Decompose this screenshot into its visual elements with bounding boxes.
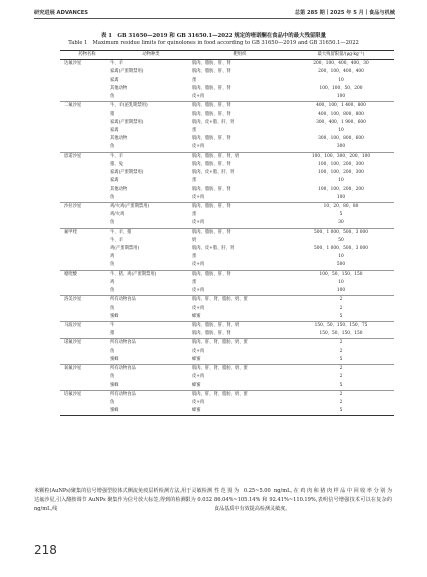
cell-animal: 牛、猪、鸡(产蛋期禁用) [110, 270, 192, 279]
cell-drug: 氧氟沙星 [60, 365, 110, 374]
cell-tissue: 肌肉、脂肪、肝、肾、奶 [192, 152, 288, 161]
cell-drug: 培氟沙星 [60, 390, 110, 399]
table-row [60, 85, 394, 93]
table-row [60, 194, 394, 203]
cell-tissue: 奶 [192, 237, 197, 243]
cell-mrl: 500、1 000、500、3 000 [288, 228, 394, 237]
cell-mrl: 300 [336, 144, 346, 150]
cell-animal: 家禽 [110, 127, 119, 133]
body-paragraph-left: 米颗粒(AuNPs)聚集的信号增强型胶体式侧流免疫层析检测方法,用于灵敏检测达氟沙星,引入酪胺调节 AuNPs 聚集作为信号放大标签,得到的检测限为 0.032 ng/mL,线 [34, 488, 212, 513]
cell-tissue: 蛋 [192, 127, 197, 133]
cell-mrl: 100、100、200、300 [318, 161, 364, 167]
table-row [60, 339, 394, 348]
cell-animal: 鱼 [110, 94, 115, 100]
cell-animal: 鱼 [110, 288, 115, 294]
cell-drug: 氟甲喹 [60, 228, 110, 237]
table-row [60, 261, 394, 270]
cell-tissue: 蛋 [192, 178, 197, 184]
cell-mrl: 500、1 000、500、3 000 [314, 246, 368, 252]
table-row [60, 60, 394, 69]
cell-drug [60, 261, 110, 270]
cell-mrl: 100 [336, 194, 346, 200]
cell-drug [60, 194, 110, 203]
col-header-drug: 药物名称 [78, 52, 96, 57]
cell-animal: 牛 [110, 322, 192, 331]
cell-mrl: 2 [339, 399, 343, 405]
cell-animal: 鸡/火鸡 [110, 212, 125, 218]
table-row [60, 253, 394, 261]
cell-tissue: 皮+肉 [192, 144, 205, 150]
cell-animal: 牛、羊 [110, 61, 123, 67]
cell-drug: 恩诺沙星 [60, 152, 110, 161]
cell-tissue: 肌肉、皮+脂、肝、肾 [192, 246, 235, 252]
cell-drug [60, 111, 110, 119]
cell-drug: 噁喹酸 [60, 270, 110, 279]
cell-mrl: 400、100、800、800 [318, 111, 364, 117]
cell-mrl: 10、20、80、80 [288, 202, 394, 211]
cell-drug [60, 186, 110, 194]
cell-drug: 二氟沙星 [60, 102, 110, 111]
cell-tissue: 肌肉、脂肪、肝、肾 [192, 270, 288, 279]
cell-drug [60, 143, 110, 152]
cell-drug [60, 348, 110, 356]
table-row [60, 111, 394, 119]
cell-mrl: 10 [338, 77, 344, 83]
cell-tissue: 肌肉、肝、肾、脂肪、奶、蛋 [192, 339, 288, 348]
cell-mrl: 100 [336, 288, 346, 294]
cell-drug [60, 77, 110, 85]
cell-tissue: 皮+肉 [192, 374, 205, 380]
cell-animal: 鸡 [110, 279, 115, 285]
table-row [60, 279, 394, 287]
table-row [60, 245, 394, 253]
cell-animal: 鱼 [110, 374, 115, 380]
cell-animal: 所有动物食品 [110, 390, 192, 399]
table-row [60, 93, 394, 102]
cell-animal: 所有动物食品 [110, 365, 192, 374]
cell-animal: 鱼 [110, 194, 115, 200]
cell-drug [60, 127, 110, 135]
cell-tissue: 皮+肉 [192, 262, 205, 268]
table-row [60, 202, 394, 211]
cell-drug [60, 85, 110, 93]
table-row [60, 186, 394, 194]
cell-tissue: 皮+肉 [192, 220, 205, 226]
table-row [60, 313, 394, 322]
cell-drug [60, 169, 110, 177]
cell-drug [60, 68, 110, 76]
cell-tissue: 蛋 [192, 77, 197, 83]
table-row [60, 219, 394, 228]
cell-mrl: 10 [338, 279, 344, 285]
cell-animal: 牛、羊(泌乳期禁用) [110, 102, 192, 111]
table-row [60, 373, 394, 381]
cell-drug [60, 287, 110, 296]
cell-mrl: 400、100、1 400、800 [288, 102, 394, 111]
cell-tissue: 蛋 [192, 212, 197, 218]
cell-mrl: 10 [338, 178, 344, 184]
cell-tissue: 皮+肉 [192, 399, 205, 405]
table-row [60, 356, 394, 365]
cell-mrl: 300、100、800、600 [318, 136, 364, 142]
cell-tissue: 蜂蜜 [192, 356, 201, 362]
cell-tissue: 肌肉、脂肪、肝、肾 [192, 85, 231, 91]
table-row [60, 305, 394, 313]
cell-tissue: 蜂蜜 [192, 408, 201, 414]
cell-tissue: 肌肉、脂肪、肝、肾 [192, 228, 288, 237]
cell-animal: 蜜蜂 [110, 408, 119, 414]
cell-animal: 牛、羊、猪 [110, 228, 192, 237]
table-row [60, 382, 394, 391]
cell-tissue: 肌肉、脂肪、肝、肾 [192, 161, 231, 167]
cell-mrl: 100 [336, 94, 346, 100]
cell-drug [60, 245, 110, 253]
table-row [60, 152, 394, 161]
running-header-left: 研究进展 ADVANCES [34, 10, 88, 16]
cell-animal: 猪 [110, 111, 115, 117]
table-row [60, 102, 394, 111]
cell-mrl: 2 [288, 339, 394, 348]
cell-mrl: 500 [336, 262, 346, 268]
table-row [60, 135, 394, 143]
table-header-row [60, 51, 394, 60]
page-number: 218 [34, 543, 57, 557]
cell-tissue: 肌肉、脂肪、肝、肾 [192, 186, 231, 192]
cell-mrl: 100、100、50、200 [319, 85, 363, 91]
cell-tissue: 肌肉、脂肪、肝、肾 [192, 111, 231, 117]
col-header-mrl: 最大残留限量/(μg·kg⁻¹) [317, 52, 365, 57]
cell-tissue: 肌肉、肝、肾、脂肪、奶、蛋 [192, 296, 288, 305]
table-row [60, 287, 394, 296]
table-caption-cn: 表 1 GB 31650—2019 和 GB 31650.1—2022 规定的喹诺酮在食品中的最大残留限量 [100, 33, 327, 39]
table-row [60, 143, 394, 152]
cell-mrl: 30 [338, 220, 344, 226]
cell-animal: 家禽(产蛋期禁用) [110, 69, 144, 75]
table-row [60, 348, 394, 356]
cell-animal: 牛、羊 [110, 152, 192, 161]
cell-mrl: 300、400、1 900、600 [316, 119, 366, 125]
cell-animal: 其他动物 [110, 136, 128, 142]
table-caption-en: Table 1 Maximum residue limits for quinolones in food according to GB 31650—2019 and GB 31650.1—2022 [68, 40, 359, 46]
cell-tissue: 肌肉、脂肪、肝、肾 [192, 202, 288, 211]
cell-mrl: 2 [288, 365, 394, 374]
cell-drug [60, 237, 110, 245]
cell-mrl: 10 [338, 127, 344, 133]
table-row [60, 322, 394, 331]
cell-animal: 鸡(产蛋期禁用) [110, 246, 140, 252]
cell-drug: 达氟沙星 [64, 61, 82, 67]
cell-mrl: 5 [339, 356, 343, 362]
cell-animal: 鸡 [110, 254, 115, 260]
cell-mrl: 5 [339, 212, 343, 218]
cell-drug [60, 407, 110, 416]
cell-tissue: 蛋 [192, 279, 197, 285]
cell-tissue: 肌肉、脂肪、肝、肾 [192, 136, 231, 142]
cell-animal: 家禽 [110, 178, 119, 184]
cell-mrl: 200、100、400、400、30 [313, 61, 369, 67]
table-row [60, 127, 394, 135]
table-row [60, 399, 394, 407]
cell-tissue: 皮+肉 [192, 94, 205, 100]
cell-animal: 鱼 [110, 262, 115, 268]
table-row [60, 169, 394, 177]
cell-tissue: 蜂蜜 [192, 313, 201, 319]
cell-animal: 鱼 [110, 144, 115, 150]
cell-mrl: 100、100、300、200、100 [288, 152, 394, 161]
cell-drug [60, 119, 110, 127]
cell-animal: 其他动物 [110, 186, 128, 192]
cell-animal: 家禽(产蛋期禁用) [110, 170, 144, 176]
table-body [60, 60, 394, 416]
table-row [60, 68, 394, 76]
cell-animal: 猪、兔 [110, 161, 123, 167]
cell-tissue: 皮+肉 [192, 288, 205, 294]
cell-animal: 蜜蜂 [110, 356, 119, 362]
cell-drug [60, 135, 110, 143]
cell-drug [60, 279, 110, 287]
table-row [60, 390, 394, 399]
cell-mrl: 100、100、200、200 [318, 186, 364, 192]
cell-tissue: 蜂蜜 [192, 382, 201, 388]
table-row [60, 119, 394, 127]
cell-tissue: 肌肉、脂肪、肝、肾 [192, 69, 231, 75]
residue-limit-table [60, 50, 394, 416]
cell-drug [60, 161, 110, 169]
body-paragraph-right: 性范围为 0.25~5.00 ng/mL,在鸡肉和猪肉样品中回收率分别为 86.04%~105.14% 和 92.41%~110.19%,表明信号增强技术可以在复杂的食品基质中有效提高检测灵敏度。 [214, 488, 392, 513]
cell-drug [60, 356, 110, 365]
cell-drug: 洛美沙星 [60, 296, 110, 305]
table-row [60, 211, 394, 219]
table-row [60, 296, 394, 305]
col-header-animal: 动物种类 [142, 52, 160, 57]
cell-drug [60, 382, 110, 391]
cell-drug: 诺氟沙星 [60, 339, 110, 348]
cell-animal: 鱼 [110, 399, 115, 405]
cell-mrl: 50 [338, 237, 344, 243]
cell-animal: 鱼 [110, 305, 115, 311]
cell-animal: 家禽(产蛋期禁用) [110, 119, 144, 125]
cell-animal: 鱼 [110, 220, 115, 226]
cell-mrl: 5 [339, 408, 343, 414]
cell-tissue: 肌肉、脂肪、肝、肾 [192, 102, 288, 111]
cell-tissue: 肌肉、皮+脂、肝、肾 [192, 170, 235, 176]
col-header-tissue: 靶组织 [233, 52, 247, 57]
table-row [60, 77, 394, 85]
cell-drug [60, 399, 110, 407]
cell-mrl: 2 [288, 296, 394, 305]
cell-animal: 蜜蜂 [110, 313, 119, 319]
cell-mrl: 100、50、150、150 [288, 270, 394, 279]
cell-mrl: 2 [339, 348, 343, 354]
cell-tissue: 肌肉、皮+脂、肝、肾 [192, 119, 235, 125]
cell-animal: 鸡/火鸡(产蛋期禁用) [110, 202, 192, 211]
table-row [60, 161, 394, 169]
cell-drug [60, 253, 110, 261]
cell-mrl: 200、100、400、400 [318, 69, 364, 75]
cell-drug: 马波沙星 [60, 322, 110, 331]
table-row [60, 270, 394, 279]
running-header-right: 总第 285 期丨2025 年 5 月丨食品与机械 [294, 10, 395, 16]
cell-mrl: 5 [339, 382, 343, 388]
cell-tissue: 皮+肉 [192, 348, 205, 354]
header-rule [34, 18, 395, 19]
cell-tissue: 皮+肉 [192, 194, 205, 200]
cell-animal: 蜜蜂 [110, 382, 119, 388]
table-row [60, 330, 394, 339]
cell-mrl: 2 [288, 390, 394, 399]
cell-mrl: 2 [339, 305, 343, 311]
cell-mrl: 150、50、150、150、75 [288, 322, 394, 331]
cell-drug [60, 219, 110, 228]
cell-animal: 家禽 [110, 77, 119, 83]
cell-animal: 猪 [110, 331, 115, 337]
table-row [60, 228, 394, 237]
cell-drug [60, 305, 110, 313]
cell-drug [60, 373, 110, 381]
cell-drug [60, 313, 110, 322]
cell-drug [60, 330, 110, 339]
cell-mrl: 5 [339, 313, 343, 319]
cell-mrl: 150、50、150、150 [319, 331, 363, 337]
cell-animal: 鱼 [110, 348, 115, 354]
cell-tissue: 肌肉、脂肪、肝、肾 [192, 61, 231, 67]
cell-tissue: 蛋 [192, 254, 197, 260]
cell-animal: 其他动物 [110, 85, 128, 91]
cell-animal: 所有动物食品 [110, 339, 192, 348]
cell-drug [60, 211, 110, 219]
cell-mrl: 10 [338, 254, 344, 260]
cell-tissue: 肌肉、脂肪、肝、肾 [192, 331, 231, 337]
cell-mrl: 100、100、200、300 [318, 170, 364, 176]
cell-drug [60, 177, 110, 185]
table-row [60, 365, 394, 374]
cell-tissue: 肌肉、肝、肾、脂肪、奶、蛋 [192, 365, 288, 374]
table-row [60, 177, 394, 185]
cell-tissue: 肌肉、肝、肾、脂肪、奶、蛋 [192, 390, 288, 399]
cell-tissue: 皮+肉 [192, 305, 205, 311]
cell-drug: 沙拉沙星 [60, 202, 110, 211]
cell-drug [60, 93, 110, 102]
cell-animal: 牛、羊 [110, 237, 123, 243]
cell-mrl: 2 [339, 374, 343, 380]
cell-tissue: 肌肉、脂肪、肝、肾、奶 [192, 322, 288, 331]
cell-animal: 所有动物食品 [110, 296, 192, 305]
table-row [60, 237, 394, 245]
table-row [60, 407, 394, 416]
